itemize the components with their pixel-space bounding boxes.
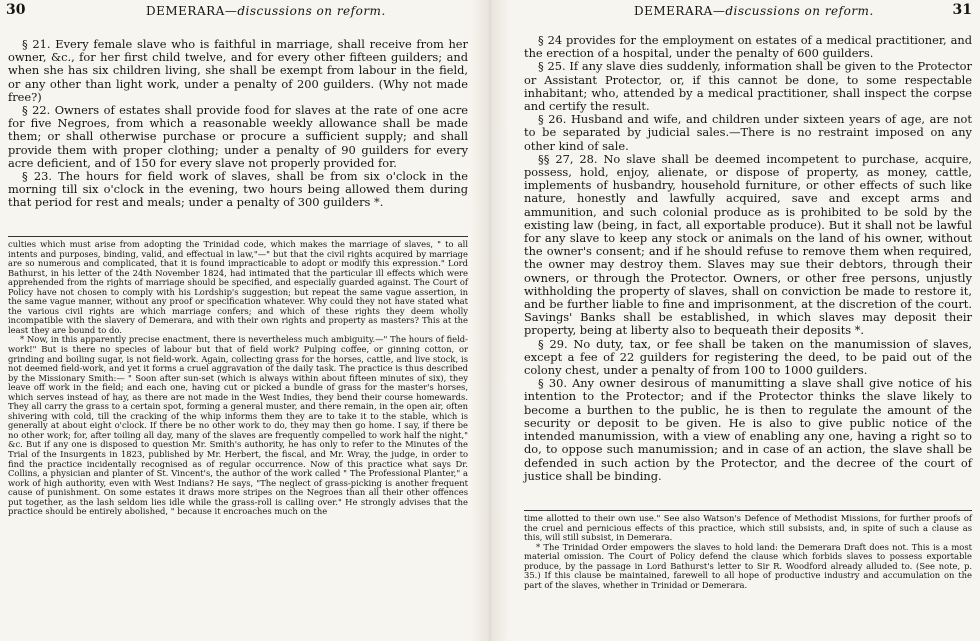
right-paragraph: §§ 27, 28. No slave shall be deemed incompetent to purchase, acquire, possess, hold, enjoy, alienate, or dispose of property, as money, cattle, implements of husbandry, household furniture, or other effects of such like nature, honestly and lawfully acquired, save and except arms and ammunition, and such colonial produce as is prohibited to be sold by the existing law (being, in fact, all exportable produce). But it shall not be lawful for any slave to keep any stock or animals on the land of his owner, without the owner's consent; and if he should refuse to remove them when required, the owner may destroy them. Slaves may sue their debtors, through their owners, or through the Protector. Owners, or other free persons, unjustly withholding the property of slaves, shall on conviction be made to restore it, and be further liable to fine and imprisonment, at the discretion of the court. Savings' Banks shall be established, in which slaves may deposit their property, being at liberty also to bequeath their deposits *.	[524, 151, 972, 338]
right-body-text	[524, 34, 972, 483]
left-footnote: culties which must arise from adopting the Trinidad code, which makes the marriage of slaves, " to all intents and purposes, binding, valid, and effectual in law,"—" but that the civil rights acquired by marriage are so numerous and complicated, that it is found impracticable to adopt or modify this expression." Lord Bathurst, in his letter of the 24th November 1824, had intimated that the particular ill effects which were apprehended from the rights of marriage should be specified, and especially guarded against. The Court of Policy have not chosen to comply with his Lordship's suggestion; but repeat the same vague assertion, in the same vague manner, without any proof or specification whatever. Why could they not have stated what the various civil rights are which marriage confers; and which of these rights they deem wholly incompatible with the slavery of Demerara, and with their own rights and property as masters? This at the least they are bound to do.	[8, 239, 468, 335]
left-page	[0, 0, 470, 641]
right-paragraph: § 25. If any slave dies suddenly, information shall be given to the Protector or Assistant Protector, or, if this cannot be done, to some respectable inhabitant; who, attended by a medical practitioner, shall inspect the corpse and certify the result.	[524, 59, 972, 114]
right-footnote-rule	[524, 510, 972, 511]
right-footnote: * The Trinidad Order empowers the slaves to hold land: the Demerara Draft does not. This is a most material omission. The Court of Policy defend the clause which forbids slaves to possess exportable produce, by the passage in Lord Bathurst's letter to Sir R. Woodford already alluded to. (See note, p. 35.) If this clause be maintained, farewell to all hope of productive industry and accumulation on the part of the slaves, whether in Trinidad or Demerara.	[524, 541, 972, 590]
right-running-head-subtitle: discussions on reform.	[725, 4, 874, 18]
right-footnote: time allotted to their own use." See also Watson's Defence of Methodist Missions, for further proofs of the cruel and pernicious effects of this practice, which still subsists, and, in spite of such a clause as this, will still subsist, in Demerara.	[524, 513, 972, 543]
left-paragraph: § 22. Owners of estates shall provide food for slaves at the rate of one acre for five Negroes, from which a reasonable weekly allowance shall be made them; or shall otherwise purchase or procure a sufficient supply; and shall provide them with proper clothing; under a penalty of 90 guilders for every acre deficient, and of 150 for every slave not properly provided for.	[8, 103, 468, 170]
right-paragraph: § 29. No duty, tax, or fee shall be taken on the manumission of slaves, except a fee of 22 guilders for registering the deed, to be paid out of the colony chest, under a penalty of from 100 to 1000 guilders.	[524, 336, 972, 378]
right-paragraph: § 30. Any owner desirous of manumitting a slave shall give notice of his intention to the Protector; and if the Protector thinks the slave likely to become a burthen to the public, he is then to regulate the amount of the security or deposit to be given. He is also to give public notice of the intended manumission, with a view of enabling any one, having a right so to do, to oppose such manumission; and in case of an action, the slave shall be defended in such action by the Protector, and the decree of the court of justice shall be binding.	[524, 376, 972, 483]
left-running-head	[146, 4, 386, 18]
left-page-header	[6, 4, 468, 22]
right-running-head-title: DEMERARA—	[634, 4, 726, 18]
left-footnote-rule	[8, 236, 468, 237]
left-paragraph: § 21. Every female slave who is faithful in marriage, shall receive from her owner, &c., for her first child twelve, and for every other fifteen guilders; and when she has six children living, she shall be exempt from labour in the field, or any other than light work, under a penalty of 200 guilders. (Why not made free?)	[8, 37, 468, 104]
left-footnotes	[8, 240, 468, 517]
left-page-number: 30	[6, 2, 26, 18]
left-running-head-subtitle: discussions on reform.	[237, 4, 386, 18]
book-gutter	[470, 0, 510, 641]
right-footnotes	[524, 514, 972, 590]
right-paragraph: § 24 provides for the employment on estates of a medical practitioner, and the erection of a hospital, under the penalty of 600 guilders.	[524, 33, 972, 61]
left-paragraph: § 23. The hours for field work of slaves, shall be from six o'clock in the morning till six o'clock in the evening, two hours being allowed them during that period for rest and meals; under a penalty of 300 guilders *.	[8, 169, 468, 210]
right-page	[510, 0, 980, 641]
left-body-text	[8, 38, 468, 210]
right-paragraph: § 26. Husband and wife, and children under sixteen years of age, are not to be separated by judicial sales.—There is no restraint imposed on any other kind of sale.	[524, 112, 972, 153]
right-page-header	[510, 4, 972, 22]
left-running-head-title: DEMERARA—	[146, 4, 238, 18]
right-running-head	[634, 4, 874, 18]
left-footnote: * Now, in this apparently precise enactment, there is nevertheless much ambiguity.—" The hours of field-work!" But is there no species of labour but that of field work? Pulping coffee, or ginning cotton, or grinding and boiling sugar, is not field-work. Again, collecting grass for the horses, cattle, and live stock, is not deemed field-work, and yet it forms a cruel aggravation of the daily task. The practice is thus described by the Missionary Smith:— " Soon after sun-set (which is always within about fifteen minutes of six), they leave off work in the field; and each one, having cut or picked a bundle of grass for the master's horses, which serves instead of hay, as there are not made in the West Indies, they bend their course homewards. They all carry the grass to a certain spot, forming a general muster, and there remain, in the open air, often shivering with cold, till the cracking of the whip informs them they are to take it to the stable, which is generally at about eight o'clock. If there be no other work to do, they may then go home. I say, if there be no other work; for, after toiling all day, many of the slaves are frequently compelled to work half the night," &c. But if any one is disposed to question Mr. Smith's authority, he has only to refer to the Minutes of the Trial of the Insurgents in 1823, published by Mr. Herbert, the fiscal, and Mr. Wray, the judge, in order to find the practice incidentally recognised as of regular occurrence. Now of this practice what says Dr. Collins, a physician and planter of St. Vincent's, the author of the work called " The Professional Planter," a work of high authority, even with West Indians? He says, "The neglect of grass-picking is another frequent cause of punishment. On some estates it draws more stripes on the Negroes than all their other offences put together, as the lash seldom lies idle while the grass-roll is calling over." He strongly advises that the practice should be entirely abolished, " because it encroaches much on the	[8, 334, 468, 517]
right-page-number: 31	[952, 2, 972, 18]
